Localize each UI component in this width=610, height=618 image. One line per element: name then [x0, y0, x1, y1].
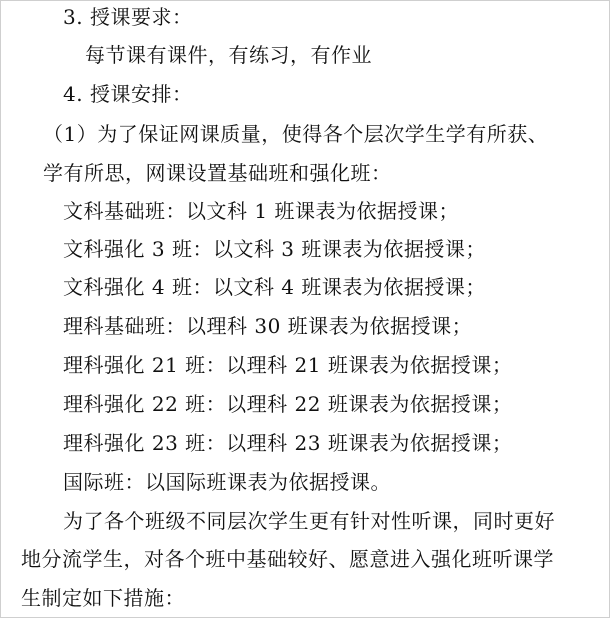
class-schedule-item: 理科基础班：以理科 30 班课表为依据授课； [63, 314, 473, 338]
paragraph-line: 生制定如下措施： [21, 586, 185, 610]
paragraph-line: 学有所思，网课设置基础班和强化班： [43, 161, 392, 185]
class-schedule-item: 文科基础班：以文科 1 班课表为依据授课； [63, 199, 459, 223]
teaching-requirements-text: 每节课有课件，有练习，有作业 [85, 43, 372, 67]
class-schedule-item: 理科强化 23 班：以理科 23 班课表为依据授课； [63, 431, 513, 455]
section-heading-teaching-requirements: 3. 授课要求： [63, 5, 193, 29]
class-schedule-item: 理科强化 21 班：以理科 21 班课表为依据授课； [63, 353, 513, 377]
class-schedule-item: 理科强化 22 班：以理科 22 班课表为依据授课； [63, 392, 513, 416]
class-schedule-item: 文科强化 4 班：以文科 4 班课表为依据授课； [63, 275, 486, 299]
paragraph-line: 为了各个班级不同层次学生更有针对性听课，同时更好 [63, 509, 555, 533]
class-schedule-item: 国际班：以国际班课表为依据授课。 [63, 470, 391, 494]
class-schedule-item: 文科强化 3 班：以文科 3 班课表为依据授课； [63, 237, 486, 261]
paragraph-line: 地分流学生，对各个班中基础较好、愿意进入强化班听课学 [21, 547, 554, 571]
section-heading-teaching-arrangement: 4. 授课安排： [63, 82, 193, 106]
paragraph-line: （1）为了保证网课质量，使得各个层次学生学有所获、 [43, 122, 549, 146]
